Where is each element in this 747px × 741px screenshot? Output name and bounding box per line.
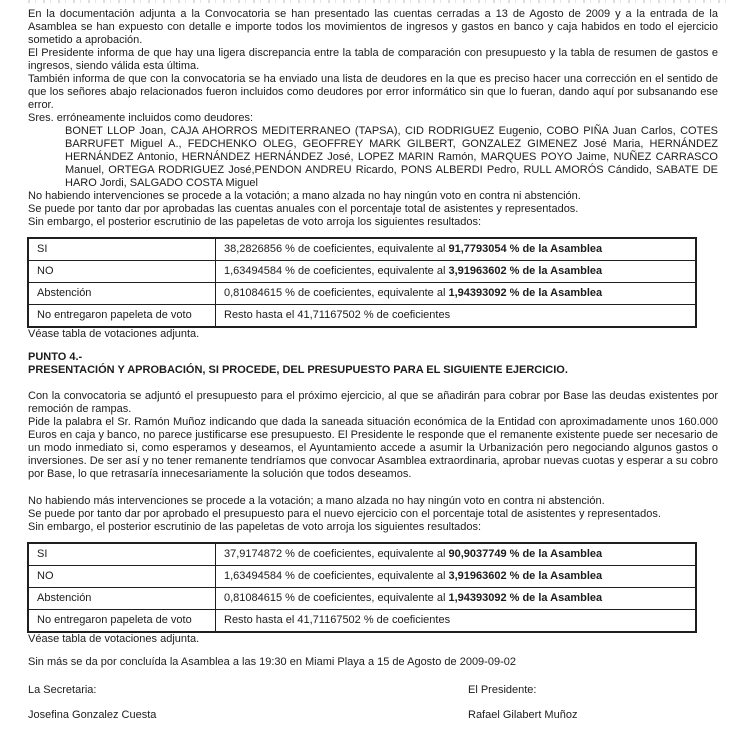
table-row	[28, 588, 696, 610]
vote-result-text: 38,2826856 % de coeficientes, equivalente al	[224, 243, 449, 255]
vote-result-text: Resto hasta el 41,71167502 % de coeficientes	[224, 309, 451, 321]
secretary-name: Josefina Gonzalez Cuesta	[28, 709, 157, 721]
vote2-approved: Se puede por tanto dar por aprobado el presupuesto para el nuevo ejercicio con el porcentaje total de asistentes y representados.	[28, 508, 661, 520]
vote-option-cell: No entregaron papeleta de voto	[28, 610, 216, 633]
vote-result-assembly-pct: 1,94393092 % de la Asamblea	[448, 592, 603, 604]
paragraph-debtors-correction: También informa de que con la convocatoria se ha enviado una lista de deudores en la que es preciso hacer una corrección en el sentido de que los señores abajo relacionados fueron incluidos como deudores por error informático sin que lo fueran, dando aquí por subsanando ese error.	[28, 73, 718, 111]
punto4-heading: PRESENTACIÓN Y APROBACIÓN, SI PROCEDE, DEL PRESUPUESTO PARA EL SIGUIENTE EJERCICIO.	[28, 364, 568, 376]
vote-result-assembly-pct: 3,91963602 % de la Asamblea	[448, 570, 603, 582]
vote-result-assembly-pct: 90,9037749 % de la Asamblea	[448, 548, 603, 560]
vote-option-cell: SI	[28, 543, 216, 566]
vote-result-cell	[216, 610, 697, 633]
vote1-approved: Se puede por tanto dar por aprobadas las cuentas anuales con el porcentaje total de asistentes y representados.	[28, 203, 579, 215]
vote1-no-interventions: No habiendo intervenciones se procede a la votación; a mano alzada no hay ningún voto en contra ni abstención.	[28, 190, 581, 202]
vote-result-text: Resto hasta el 41,71167502 % de coeficientes	[224, 614, 451, 626]
vote-result-text: 0,81084615 % de coeficientes, equivalente al	[224, 592, 449, 604]
vote-result-cell	[216, 261, 697, 283]
table-row	[28, 261, 696, 283]
vote-result-assembly-pct: 91,7793054 % de la Asamblea	[448, 243, 603, 255]
see-attached-table-note-2: Véase tabla de votaciones adjunta.	[28, 633, 200, 645]
signature-titles-row	[28, 684, 718, 697]
vote-results-table-1	[27, 237, 697, 328]
debtors-list-label: Sres. erróneamente incluidos como deudores:	[28, 112, 254, 124]
scan-artifact	[28, 0, 733, 3]
table-row	[28, 283, 696, 305]
vote-option-cell: SI	[28, 238, 216, 261]
vote-result-text: 37,9174872 % de coeficientes, equivalente al	[224, 548, 449, 560]
vote-result-text: 1,63494584 % de coeficientes, equivalente al	[224, 570, 449, 582]
vote-result-cell	[216, 588, 697, 610]
paragraph-accounts-presented: En la documentación adjunta a la Convocatoria se han presentado las cuentas cerradas a 13 de Agosto de 2009 y a la entrada de la Asamblea se han expuesto con detalle e importe todos los movimientos de ingresos y gastos en banco y caja habidos en todo el ejercicio sometido a aprobación.	[28, 8, 718, 46]
see-attached-table-note-1: Véase tabla de votaciones adjunta.	[28, 328, 200, 340]
paragraph-ramon-munoz-intervention: Pide la palabra el Sr. Ramón Muñoz indicando que dada la saneada situación económica de la Entidad con aproximadamente unos 160.000 Euros en caja y banco, no parece justificarse ese presupuesto. El Presidente le responde que el remanente existente puede ser necesario de un modo inmediato si, como esperamos y deseamos, el Ayuntamiento accede a asumir la Urbanización pero negociando algunos gastos o inversiones. De ser así y no tener remanente tendríamos que convocar Asamblea extraordinaria, aprobar nuevas cuotas y esperar a su cobro por Base, lo que retrasaría innecesariamente la solución que todos deseamos.	[28, 416, 718, 480]
vote-option-cell: Abstención	[28, 588, 216, 610]
vote-result-assembly-pct: 3,91963602 % de la Asamblea	[448, 265, 603, 277]
paragraph-budget-attached: Con la convocatoria se adjuntó el presupuesto para el próximo ejercicio, al que se añadirán para cobrar por Base las deudas existentes por remoción de rampas.	[28, 390, 718, 415]
paragraph-president-discrepancy: El Presidente informa de que hay una ligera discrepancia entre la tabla de comparación con presupuesto y la tabla de resumen de gastos e ingresos, siendo válida esta última.	[28, 47, 718, 72]
vote-result-cell	[216, 305, 697, 328]
vote-result-cell	[216, 566, 697, 588]
vote-result-cell	[216, 238, 697, 261]
debtors-list: BONET LLOP Joan, CAJA AHORROS MEDITERRANEO (TAPSA), CID RODRIGUEZ Eugenio, COBO PIÑA Juan Carlos, COTES BARRUFET Miguel A., FEDCHENKO OLEG, GEOFFREY MARK GILBERT, GONZALEZ GIMENEZ José Maria, HERNÁNDEZ HERNÁNDEZ Antonio, HERNÁNDEZ HERNÁNDEZ José, LOPEZ MARIN Ramón, MARQUES POYO Jaime, NUÑEZ CARRASCO Manuel, ORTEGA RODRIGUEZ José,PENDON ANDREU Ricardo, PONS ALBERDI Pedro, RULL AMORÓS Cándido, SABATE DE HARO Jordi, SALGADO COSTA Miguel	[65, 125, 718, 189]
table-row	[28, 566, 696, 588]
table-row	[28, 305, 696, 328]
vote-result-cell	[216, 283, 697, 305]
punto4-number: PUNTO 4.-	[28, 351, 83, 363]
closing-statement: Sin más se da por concluída la Asamblea a las 19:30 en Miami Playa a 15 de Agosto de 2009-09-02	[28, 656, 516, 668]
vote-result-text: 1,63494584 % de coeficientes, equivalente al	[224, 265, 449, 277]
table-row	[28, 610, 696, 633]
vote-results-table-2	[27, 542, 697, 633]
vote-option-cell: NO	[28, 261, 216, 283]
secretary-title: La Secretaria:	[28, 684, 97, 696]
table-row	[28, 238, 696, 261]
vote-option-cell: No entregaron papeleta de voto	[28, 305, 216, 328]
signature-names-row	[28, 709, 718, 722]
table-row	[28, 543, 696, 566]
vote-option-cell: Abstención	[28, 283, 216, 305]
president-title: El Presidente:	[468, 684, 537, 696]
vote-result-text: 0,81084615 % de coeficientes, equivalente al	[224, 287, 449, 299]
vote-option-cell: NO	[28, 566, 216, 588]
vote2-no-interventions: No habiendo más intervenciones se procede a la votación; a mano alzada no hay ningún voto en contra ni abstención.	[28, 495, 605, 507]
president-name: Rafael Gilabert Muñoz	[468, 709, 578, 721]
vote-result-cell	[216, 543, 697, 566]
vote2-scrutiny-intro: Sin embargo, el posterior escrutinio de las papeletas de voto arroja los siguientes resultados:	[28, 521, 482, 533]
vote1-scrutiny-intro: Sin embargo, el posterior escrutinio de las papeletas de voto arroja los siguientes resultados:	[28, 216, 482, 228]
vote-result-assembly-pct: 1,94393092 % de la Asamblea	[448, 287, 603, 299]
